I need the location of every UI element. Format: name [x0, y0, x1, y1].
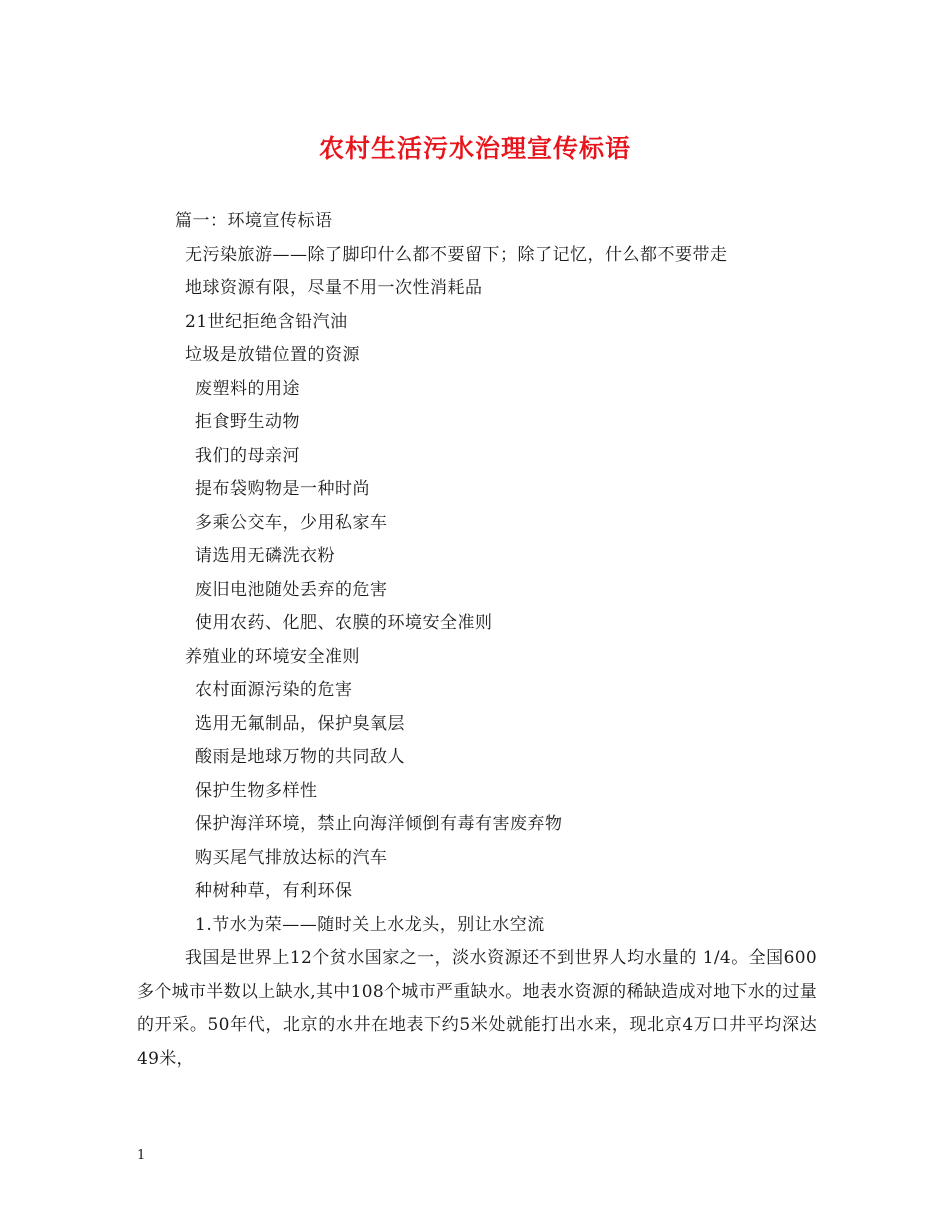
- slogan-line: 酸雨是地球万物的共同敌人: [195, 747, 405, 767]
- slogan-line: 21世纪拒绝含铅汽油: [185, 312, 348, 332]
- slogan-line: 废塑料的用途: [195, 379, 300, 399]
- slogan-line: 多乘公交车，少用私家车: [195, 513, 388, 533]
- slogan-line: 拒食野生动物: [195, 412, 300, 432]
- page-number: 1: [137, 1148, 146, 1163]
- slogan-line: 购买尾气排放达标的汽车: [195, 848, 388, 868]
- slogan-line: 1.节水为荣——随时关上水龙头，别让水空流: [195, 915, 545, 935]
- slogan-line: 养殖业的环境安全准则: [185, 647, 360, 667]
- slogan-line: 提布袋购物是一种时尚: [195, 479, 370, 499]
- document-title: 农村生活污水治理宣传标语: [318, 134, 631, 163]
- slogan-line: 农村面源污染的危害: [195, 680, 353, 700]
- section-heading: 篇一：环境宣传标语: [175, 211, 333, 231]
- slogan-line: 使用农药、化肥、农膜的环境安全准则: [195, 613, 493, 633]
- slogan-line: 垃圾是放错位置的资源: [185, 345, 360, 365]
- slogan-line: 种树种草，有利环保: [195, 881, 353, 901]
- slogan-line: 无污染旅游——除了脚印什么都不要留下；除了记忆，什么都不要带走: [185, 245, 728, 265]
- slogan-line: 地球资源有限，尽量不用一次性消耗品: [185, 278, 483, 298]
- slogan-line: 选用无氟制品，保护臭氧层: [195, 714, 405, 734]
- slogan-line: 我们的母亲河: [195, 446, 300, 466]
- slogan-line: 保护海洋环境，禁止向海洋倾倒有毒有害废弃物: [195, 814, 563, 834]
- slogan-line: 废旧电池随处丢弃的危害: [195, 580, 388, 600]
- slogan-line: 请选用无磷洗衣粉: [195, 546, 335, 566]
- body-paragraph: 我国是世界上12个贫水国家之一，淡水资源还不到世界人均水量的 1/4。全国600多个城市半数以上缺水,其中108个城市严重缺水。地表水资源的稀缺造成对地下水的过量的开采。50年代，北京的水井在地表下约5米处就能打出水来，现北京4万口井平均深达49米，: [137, 948, 817, 1069]
- slogan-line: 保护生物多样性: [195, 781, 318, 801]
